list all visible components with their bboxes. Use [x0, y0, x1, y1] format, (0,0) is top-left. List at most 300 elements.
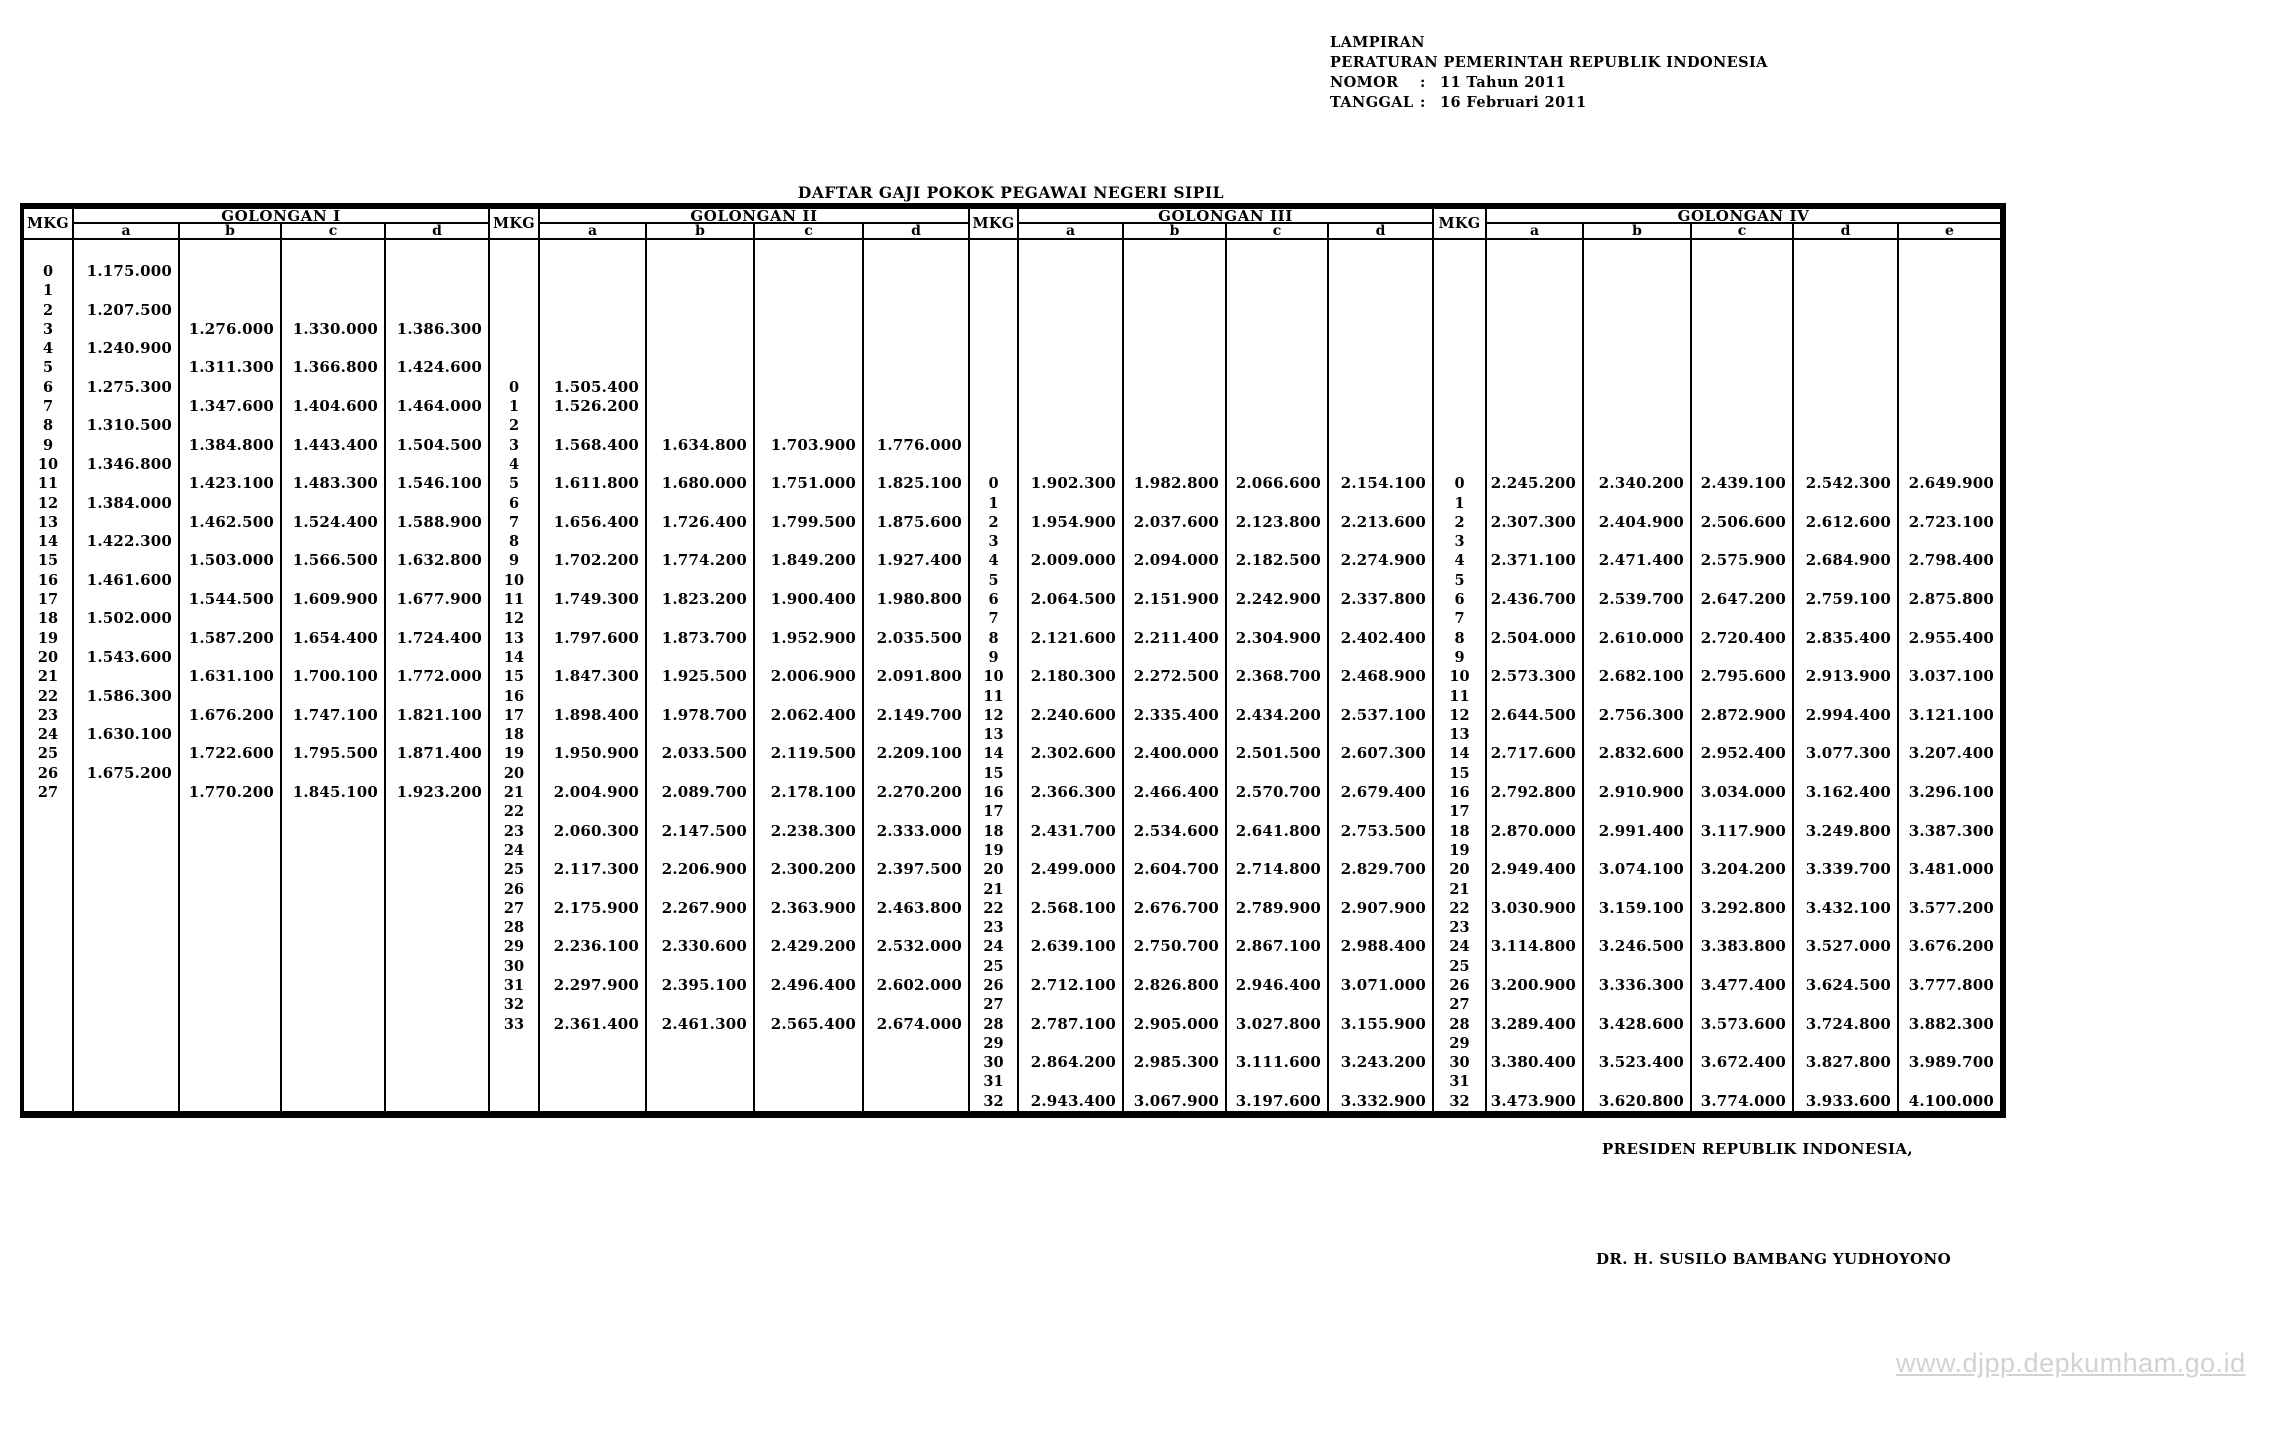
- salary-blank: [282, 339, 386, 358]
- mkg-g2-6: 6: [490, 494, 540, 513]
- salary-blank: [647, 648, 755, 667]
- salary-blank: [1692, 416, 1794, 435]
- salary-blank: [1227, 301, 1329, 320]
- mkg-g4-23: 23: [1434, 918, 1487, 937]
- salary-g2-b-mkg25: 2.206.900: [647, 860, 755, 879]
- salary-g4-b-mkg4: 2.471.400: [1584, 551, 1692, 570]
- salary-g4-e-mkg2: 2.723.100: [1899, 513, 2002, 532]
- salary-blank: [180, 995, 282, 1014]
- mkg-blank: [24, 937, 74, 956]
- salary-blank: [1019, 378, 1124, 397]
- mkg-g1-18: 18: [24, 609, 74, 628]
- salary-blank: [1124, 455, 1227, 474]
- salary-blank: [1124, 378, 1227, 397]
- salary-blank: [540, 320, 647, 339]
- mkg-g3-1: 1: [970, 494, 1019, 513]
- salary-blank: [1692, 995, 1794, 1014]
- salary-blank: [1329, 240, 1434, 262]
- salary-g1-d-mkg27: 1.923.200: [386, 783, 490, 802]
- mkg-blank: [490, 281, 540, 300]
- salary-blank: [180, 880, 282, 899]
- salary-blank: [1487, 358, 1584, 377]
- mkg-g2-28: 28: [490, 918, 540, 937]
- salary-blank: [1124, 358, 1227, 377]
- mkg-blank: [24, 240, 74, 262]
- salary-blank: [540, 571, 647, 590]
- salary-blank: [1124, 571, 1227, 590]
- salary-g2-a-mkg21: 2.004.900: [540, 783, 647, 802]
- salary-g1-c-mkg13: 1.524.400: [282, 513, 386, 532]
- salary-blank: [1227, 262, 1329, 281]
- salary-blank: [74, 590, 180, 609]
- mkg-g3-11: 11: [970, 687, 1019, 706]
- salary-blank: [1794, 378, 1899, 397]
- salary-blank: [1899, 764, 2002, 783]
- salary-blank: [1899, 240, 2002, 262]
- mkg-blank: [490, 262, 540, 281]
- mkg-g1-8: 8: [24, 416, 74, 435]
- salary-blank: [1019, 339, 1124, 358]
- salary-blank: [74, 744, 180, 763]
- salary-g3-b-mkg26: 2.826.800: [1124, 976, 1227, 995]
- salary-g4-e-mkg4: 2.798.400: [1899, 551, 2002, 570]
- salary-g1-d-mkg17: 1.677.900: [386, 590, 490, 609]
- salary-g2-c-mkg5: 1.751.000: [755, 474, 864, 493]
- salary-g1-d-mkg19: 1.724.400: [386, 629, 490, 648]
- salary-blank: [386, 455, 490, 474]
- subcol-header-g4-a: a: [1487, 224, 1584, 240]
- salary-g1-b-mkg13: 1.462.500: [180, 513, 282, 532]
- mkg-blank: [24, 995, 74, 1014]
- mkg-g3-8: 8: [970, 629, 1019, 648]
- mkg-g2-33: 33: [490, 1015, 540, 1034]
- mkg-g4-7: 7: [1434, 609, 1487, 628]
- subcol-header-g4-e: e: [1899, 224, 2002, 240]
- salary-g1-c-mkg9: 1.443.400: [282, 436, 386, 455]
- salary-g3-c-mkg8: 2.304.900: [1227, 629, 1329, 648]
- mkg-g4-21: 21: [1434, 880, 1487, 899]
- salary-g3-c-mkg30: 3.111.600: [1227, 1053, 1329, 1072]
- salary-g2-b-mkg11: 1.823.200: [647, 590, 755, 609]
- salary-g2-b-mkg13: 1.873.700: [647, 629, 755, 648]
- salary-blank: [74, 937, 180, 956]
- salary-g1-d-mkg9: 1.504.500: [386, 436, 490, 455]
- salary-blank: [864, 571, 970, 590]
- salary-blank: [1227, 918, 1329, 937]
- salary-g3-b-mkg4: 2.094.000: [1124, 551, 1227, 570]
- salary-g4-e-mkg8: 2.955.400: [1899, 629, 2002, 648]
- mkg-g2-13: 13: [490, 629, 540, 648]
- salary-blank: [386, 262, 490, 281]
- salary-blank: [1019, 262, 1124, 281]
- salary-blank: [1227, 995, 1329, 1014]
- salary-g4-d-mkg10: 2.913.900: [1794, 667, 1899, 686]
- salary-g4-e-mkg30: 3.989.700: [1899, 1053, 2002, 1072]
- salary-blank: [1584, 687, 1692, 706]
- salary-g2-c-mkg25: 2.300.200: [755, 860, 864, 879]
- salary-blank: [282, 301, 386, 320]
- salary-blank: [1019, 240, 1124, 262]
- salary-blank: [1227, 764, 1329, 783]
- mkg-blank: [24, 1092, 74, 1111]
- stamp-tanggal-colon: :: [1420, 94, 1426, 111]
- salary-blank: [1227, 436, 1329, 455]
- salary-blank: [864, 1053, 970, 1072]
- salary-blank: [1227, 494, 1329, 513]
- mkg-blank: [1434, 436, 1487, 455]
- salary-blank: [74, 1053, 180, 1072]
- mkg-g3-5: 5: [970, 571, 1019, 590]
- salary-g4-e-mkg26: 3.777.800: [1899, 976, 2002, 995]
- salary-blank: [1794, 455, 1899, 474]
- salary-g2-c-mkg7: 1.799.500: [755, 513, 864, 532]
- salary-blank: [864, 802, 970, 821]
- salary-blank: [1019, 880, 1124, 899]
- salary-blank: [864, 1092, 970, 1111]
- mkg-g3-19: 19: [970, 841, 1019, 860]
- salary-blank: [1794, 802, 1899, 821]
- salary-blank: [74, 995, 180, 1014]
- salary-g1-c-mkg27: 1.845.100: [282, 783, 386, 802]
- mkg-g4-12: 12: [1434, 706, 1487, 725]
- salary-blank: [74, 513, 180, 532]
- salary-blank: [1899, 358, 2002, 377]
- salary-blank: [647, 687, 755, 706]
- salary-g1-a-mkg20: 1.543.600: [74, 648, 180, 667]
- salary-blank: [755, 1092, 864, 1111]
- salary-blank: [386, 976, 490, 995]
- mkg-g1-16: 16: [24, 571, 74, 590]
- salary-blank: [180, 725, 282, 744]
- salary-g3-a-mkg16: 2.366.300: [1019, 783, 1124, 802]
- salary-g4-a-mkg2: 2.307.300: [1487, 513, 1584, 532]
- mkg-g1-6: 6: [24, 378, 74, 397]
- salary-g1-b-mkg25: 1.722.600: [180, 744, 282, 763]
- salary-g4-d-mkg20: 3.339.700: [1794, 860, 1899, 879]
- salary-g1-a-mkg22: 1.586.300: [74, 687, 180, 706]
- salary-blank: [74, 1092, 180, 1111]
- salary-g1-a-mkg2: 1.207.500: [74, 301, 180, 320]
- salary-blank: [1899, 262, 2002, 281]
- salary-g1-b-mkg9: 1.384.800: [180, 436, 282, 455]
- mkg-g4-17: 17: [1434, 802, 1487, 821]
- salary-blank: [540, 455, 647, 474]
- mkg-g3-26: 26: [970, 976, 1019, 995]
- salary-blank: [1899, 455, 2002, 474]
- salary-blank: [1692, 301, 1794, 320]
- salary-blank: [1329, 1072, 1434, 1091]
- salary-blank: [386, 764, 490, 783]
- salary-blank: [1899, 571, 2002, 590]
- mkg-g1-2: 2: [24, 301, 74, 320]
- salary-blank: [755, 416, 864, 435]
- mkg-g1-26: 26: [24, 764, 74, 783]
- salary-g3-d-mkg8: 2.402.400: [1329, 629, 1434, 648]
- salary-blank: [1124, 648, 1227, 667]
- salary-g2-d-mkg7: 1.875.600: [864, 513, 970, 532]
- salary-blank: [386, 802, 490, 821]
- salary-g1-c-mkg25: 1.795.500: [282, 744, 386, 763]
- salary-blank: [1487, 648, 1584, 667]
- salary-g2-c-mkg17: 2.062.400: [755, 706, 864, 725]
- salary-g3-d-mkg18: 2.753.500: [1329, 822, 1434, 841]
- salary-blank: [647, 281, 755, 300]
- salary-g1-d-mkg13: 1.588.900: [386, 513, 490, 532]
- mkg-g4-25: 25: [1434, 957, 1487, 976]
- salary-blank: [647, 455, 755, 474]
- salary-blank: [180, 841, 282, 860]
- salary-g3-c-mkg20: 2.714.800: [1227, 860, 1329, 879]
- mkg-g3-32: 32: [970, 1092, 1019, 1111]
- salary-blank: [755, 240, 864, 262]
- mkg-g4-5: 5: [1434, 571, 1487, 590]
- salary-blank: [1487, 802, 1584, 821]
- mkg-g1-4: 4: [24, 339, 74, 358]
- salary-g3-a-mkg22: 2.568.100: [1019, 899, 1124, 918]
- salary-blank: [647, 397, 755, 416]
- salary-blank: [1124, 880, 1227, 899]
- salary-blank: [755, 1034, 864, 1053]
- salary-blank: [864, 455, 970, 474]
- mkg-g2-23: 23: [490, 822, 540, 841]
- salary-blank: [282, 957, 386, 976]
- salary-g4-e-mkg12: 3.121.100: [1899, 706, 2002, 725]
- mkg-blank: [1434, 262, 1487, 281]
- mkg-g2-20: 20: [490, 764, 540, 783]
- salary-g2-b-mkg33: 2.461.300: [647, 1015, 755, 1034]
- salary-blank: [1794, 262, 1899, 281]
- salary-g4-a-mkg24: 3.114.800: [1487, 937, 1584, 956]
- salary-blank: [1227, 281, 1329, 300]
- salary-g2-d-mkg15: 2.091.800: [864, 667, 970, 686]
- salary-blank: [755, 301, 864, 320]
- salary-blank: [1329, 455, 1434, 474]
- salary-blank: [1794, 397, 1899, 416]
- salary-blank: [1227, 841, 1329, 860]
- salary-blank: [282, 1015, 386, 1034]
- salary-blank: [1692, 687, 1794, 706]
- mkg-g3-17: 17: [970, 802, 1019, 821]
- salary-blank: [1124, 397, 1227, 416]
- salary-blank: [1124, 609, 1227, 628]
- salary-blank: [864, 995, 970, 1014]
- salary-blank: [1584, 995, 1692, 1014]
- salary-g4-e-mkg24: 3.676.200: [1899, 937, 2002, 956]
- salary-g2-c-mkg19: 2.119.500: [755, 744, 864, 763]
- salary-g3-b-mkg30: 2.985.300: [1124, 1053, 1227, 1072]
- mkg-g4-6: 6: [1434, 590, 1487, 609]
- salary-blank: [1329, 320, 1434, 339]
- mkg-g1-0: 0: [24, 262, 74, 281]
- mkg-g2-11: 11: [490, 590, 540, 609]
- mkg-g2-15: 15: [490, 667, 540, 686]
- salary-blank: [74, 841, 180, 860]
- mkg-g4-18: 18: [1434, 822, 1487, 841]
- salary-blank: [282, 899, 386, 918]
- mkg-blank: [970, 301, 1019, 320]
- mkg-g1-11: 11: [24, 474, 74, 493]
- salary-blank: [1487, 725, 1584, 744]
- salary-blank: [1487, 841, 1584, 860]
- salary-blank: [1329, 281, 1434, 300]
- salary-blank: [755, 764, 864, 783]
- salary-g3-a-mkg24: 2.639.100: [1019, 937, 1124, 956]
- salary-g4-b-mkg16: 2.910.900: [1584, 783, 1692, 802]
- salary-blank: [1487, 281, 1584, 300]
- salary-g2-c-mkg11: 1.900.400: [755, 590, 864, 609]
- salary-blank: [864, 648, 970, 667]
- salary-g4-c-mkg16: 3.034.000: [1692, 783, 1794, 802]
- salary-g1-c-mkg19: 1.654.400: [282, 629, 386, 648]
- salary-g2-d-mkg9: 1.927.400: [864, 551, 970, 570]
- salary-blank: [1899, 995, 2002, 1014]
- mkg-g1-13: 13: [24, 513, 74, 532]
- salary-blank: [864, 532, 970, 551]
- salary-blank: [755, 320, 864, 339]
- salary-g3-d-mkg2: 2.213.600: [1329, 513, 1434, 532]
- salary-blank: [180, 262, 282, 281]
- salary-blank: [180, 571, 282, 590]
- salary-blank: [1329, 301, 1434, 320]
- mkg-g2-32: 32: [490, 995, 540, 1014]
- salary-g4-d-mkg14: 3.077.300: [1794, 744, 1899, 763]
- salary-blank: [1124, 416, 1227, 435]
- page-title: DAFTAR GAJI POKOK PEGAWAI NEGERI SIPIL: [797, 183, 1225, 202]
- salary-blank: [1487, 957, 1584, 976]
- salary-blank: [386, 571, 490, 590]
- salary-g3-c-mkg2: 2.123.800: [1227, 513, 1329, 532]
- salary-g2-d-mkg13: 2.035.500: [864, 629, 970, 648]
- mkg-g2-22: 22: [490, 802, 540, 821]
- salary-g3-c-mkg10: 2.368.700: [1227, 667, 1329, 686]
- salary-blank: [180, 1092, 282, 1111]
- salary-blank: [1227, 240, 1329, 262]
- salary-blank: [755, 532, 864, 551]
- salary-g3-c-mkg14: 2.501.500: [1227, 744, 1329, 763]
- subcol-header-g3-b: b: [1124, 224, 1227, 240]
- salary-blank: [1019, 1072, 1124, 1091]
- salary-blank: [1487, 1072, 1584, 1091]
- salary-g1-c-mkg17: 1.609.900: [282, 590, 386, 609]
- mkg-blank: [970, 436, 1019, 455]
- salary-g3-b-mkg28: 2.905.000: [1124, 1015, 1227, 1034]
- salary-blank: [1692, 339, 1794, 358]
- salary-g3-b-mkg0: 1.982.800: [1124, 474, 1227, 493]
- salary-blank: [1124, 687, 1227, 706]
- salary-blank: [1019, 281, 1124, 300]
- salary-blank: [647, 957, 755, 976]
- salary-blank: [1329, 416, 1434, 435]
- salary-g1-d-mkg5: 1.424.600: [386, 358, 490, 377]
- salary-blank: [386, 822, 490, 841]
- salary-blank: [1584, 725, 1692, 744]
- mkg-g2-9: 9: [490, 551, 540, 570]
- salary-g4-d-mkg28: 3.724.800: [1794, 1015, 1899, 1034]
- salary-blank: [1794, 532, 1899, 551]
- salary-blank: [1019, 957, 1124, 976]
- mkg-g2-4: 4: [490, 455, 540, 474]
- salary-g4-b-mkg30: 3.523.400: [1584, 1053, 1692, 1072]
- salary-blank: [755, 841, 864, 860]
- salary-blank: [864, 358, 970, 377]
- salary-blank: [647, 358, 755, 377]
- mkg-g4-13: 13: [1434, 725, 1487, 744]
- mkg-g1-23: 23: [24, 706, 74, 725]
- salary-blank: [74, 667, 180, 686]
- salary-blank: [1584, 764, 1692, 783]
- salary-blank: [282, 918, 386, 937]
- salary-blank: [386, 1092, 490, 1111]
- salary-g4-d-mkg12: 2.994.400: [1794, 706, 1899, 725]
- salary-blank: [647, 1072, 755, 1091]
- salary-blank: [1487, 339, 1584, 358]
- mkg-g4-1: 1: [1434, 494, 1487, 513]
- mkg-g3-27: 27: [970, 995, 1019, 1014]
- salary-g2-c-mkg13: 1.952.900: [755, 629, 864, 648]
- salary-blank: [647, 416, 755, 435]
- salary-blank: [1692, 320, 1794, 339]
- mkg-g3-7: 7: [970, 609, 1019, 628]
- salary-blank: [864, 378, 970, 397]
- salary-blank: [540, 648, 647, 667]
- salary-g2-a-mkg19: 1.950.900: [540, 744, 647, 763]
- stamp-regulation: PERATURAN PEMERINTAH REPUBLIK INDONESIA: [1330, 54, 1768, 71]
- salary-g4-a-mkg28: 3.289.400: [1487, 1015, 1584, 1034]
- salary-blank: [1584, 358, 1692, 377]
- salary-blank: [864, 281, 970, 300]
- mkg-blank: [970, 358, 1019, 377]
- salary-blank: [1899, 339, 2002, 358]
- salary-g4-e-mkg22: 3.577.200: [1899, 899, 2002, 918]
- salary-blank: [386, 301, 490, 320]
- stamp-nomor-value: 11 Tahun 2011: [1440, 74, 1567, 91]
- salary-blank: [180, 899, 282, 918]
- salary-blank: [1329, 1034, 1434, 1053]
- salary-g1-b-mkg3: 1.276.000: [180, 320, 282, 339]
- salary-g1-c-mkg21: 1.700.100: [282, 667, 386, 686]
- mkg-g2-10: 10: [490, 571, 540, 590]
- footer-signatory: DR. H. SUSILO BAMBANG YUDHOYONO: [1596, 1250, 1952, 1268]
- salary-blank: [282, 937, 386, 956]
- salary-blank: [1899, 320, 2002, 339]
- mkg-g4-22: 22: [1434, 899, 1487, 918]
- mkg-g3-2: 2: [970, 513, 1019, 532]
- salary-g1-a-mkg18: 1.502.000: [74, 609, 180, 628]
- salary-blank: [1692, 397, 1794, 416]
- mkg-blank: [1434, 281, 1487, 300]
- salary-g4-e-mkg28: 3.882.300: [1899, 1015, 2002, 1034]
- salary-blank: [755, 378, 864, 397]
- salary-blank: [386, 937, 490, 956]
- salary-blank: [755, 455, 864, 474]
- mkg-g4-9: 9: [1434, 648, 1487, 667]
- salary-blank: [864, 687, 970, 706]
- salary-blank: [1584, 416, 1692, 435]
- salary-blank: [1227, 880, 1329, 899]
- salary-g4-a-mkg18: 2.870.000: [1487, 822, 1584, 841]
- salary-g2-a-mkg33: 2.361.400: [540, 1015, 647, 1034]
- mkg-header-4: MKG: [1434, 209, 1487, 240]
- salary-g2-b-mkg15: 1.925.500: [647, 667, 755, 686]
- salary-blank: [180, 1015, 282, 1034]
- salary-blank: [540, 339, 647, 358]
- salary-blank: [864, 1072, 970, 1091]
- salary-blank: [282, 764, 386, 783]
- salary-g3-c-mkg16: 2.570.700: [1227, 783, 1329, 802]
- salary-blank: [1487, 416, 1584, 435]
- mkg-g1-25: 25: [24, 744, 74, 763]
- salary-g1-b-mkg7: 1.347.600: [180, 397, 282, 416]
